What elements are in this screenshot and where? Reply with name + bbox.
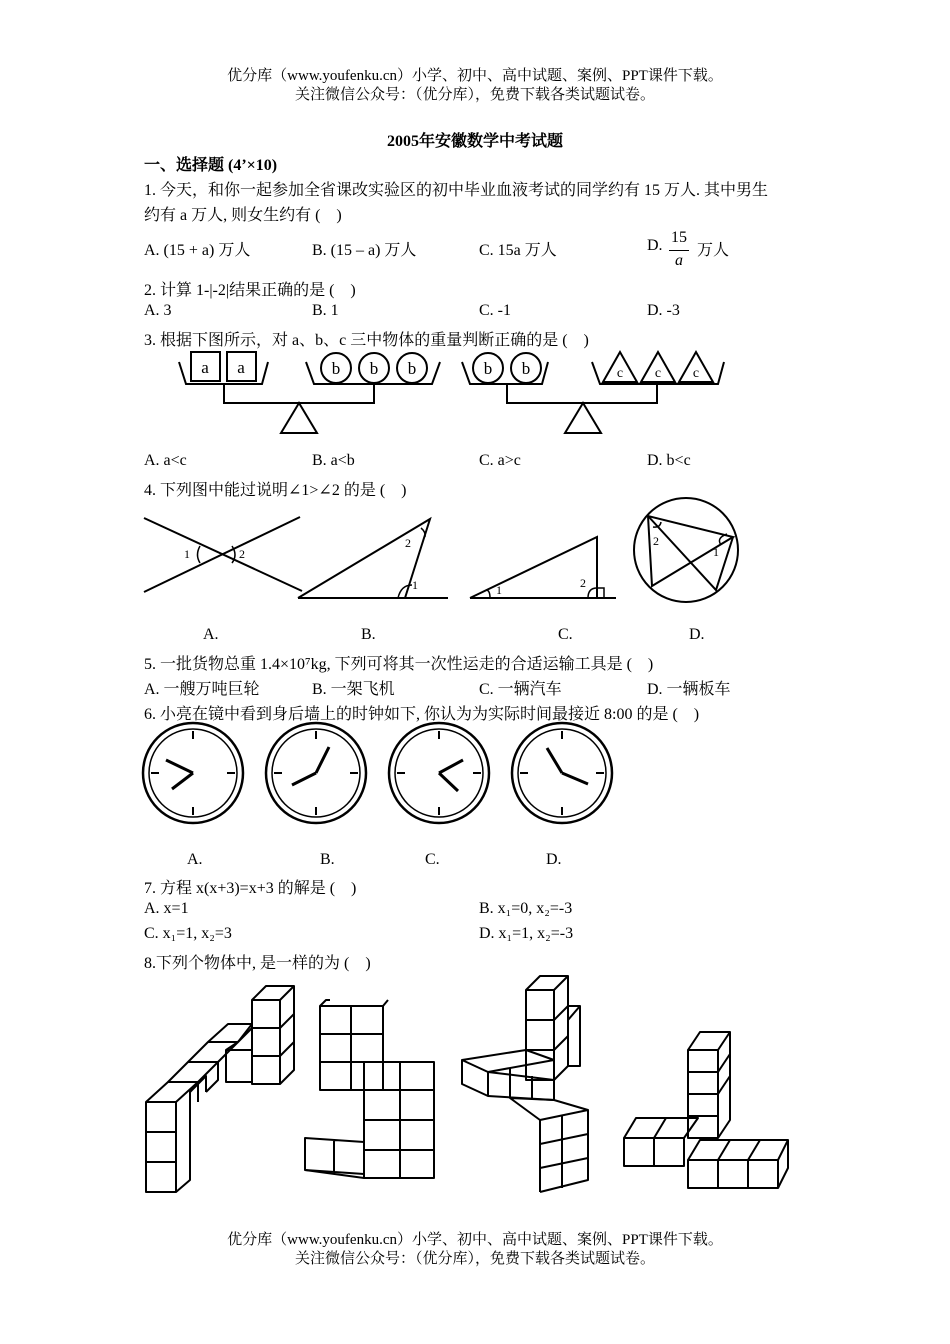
q1-option-d-numerator: 15 [671,229,687,246]
angle-label-1: 1 [713,545,719,559]
q2-option-b: B. 1 [312,302,339,319]
angle-label-2: 2 [580,576,586,590]
q1-option-d-denominator: a [675,252,683,269]
q1-text-line1: 1. 今天，和你一起参加全省课改实验区的初中毕业血液考试的同学约有 15 万人. 其中男生 [144,182,769,199]
q7-option-c: C. x₁=1, x₂=3 [144,925,232,942]
q1-option-b: B. (15 – a) 万人 [312,242,417,259]
q7-option-a: A. x=1 [144,900,189,917]
q3-option-c: C. a>c [479,452,521,469]
angle-label-1: 1 [184,547,190,561]
label-b: b [483,359,493,378]
q3-option-a: A. a<c [144,452,187,469]
footer-line-1: 优分库（www.youfenku.cn）小学、初中、高中试题、案例、PPT课件下载。 [227,1232,723,1248]
q5-text: 5. 一批货物总重 1.4×10⁷kg, 下列可将其一次性运走的合适运输工具是 ( ) [144,656,654,673]
section-heading: 一、选择题 (4’×10) [144,157,278,174]
q6-option-a: A. [187,851,203,868]
header-line-1: 优分库（www.youfenku.cn）小学、初中、高中试题、案例、PPT课件下载。 [227,68,723,84]
q3-text: 3. 根据下图所示，对 a、b、c 三中物体的重量判断正确的是 ( ) [144,332,589,349]
cube-object-1 [146,986,294,1192]
q8-text: 8.下列个物体中, 是一样的为 ( ) [144,955,371,972]
q1-text-line2: 约有 a 万人, 则女生约有 ( ) [144,207,342,224]
q5-option-b: B. 一架飞机 [312,681,395,698]
cube-object-3 [462,976,588,1192]
q3-option-d: D. b<c [647,452,691,469]
label-c: c [616,366,624,381]
q5-option-a: A. 一艘万吨巨轮 [144,681,260,698]
q2-option-c: C. -1 [479,302,511,319]
q4-option-c: C. [558,626,573,643]
q2-text: 2. 计算 1-|-2|结果正确的是 ( ) [144,282,356,299]
q2-option-d: D. -3 [647,302,680,319]
q5-option-c: C. 一辆汽车 [479,681,562,698]
angle-label-2: 2 [653,534,659,548]
q7-option-d: D. x₁=1, x₂=-3 [479,925,574,942]
angle-label-2: 2 [239,547,245,561]
label-c: c [692,366,700,381]
page-title: 2005年安徽数学中考试题 [386,133,563,150]
footer-line-2: 关注微信公众号：（优分库），免费下载各类试题试卷。 [294,1251,655,1267]
q1-option-d-prefix: D. [647,237,663,254]
q4-option-b: B. [361,626,376,643]
q2-option-a: A. 3 [144,302,172,319]
angle-label-2: 2 [405,536,411,550]
cube-object-4 [624,1032,788,1188]
label-b: b [407,359,417,378]
q6-option-d: D. [546,851,562,868]
q3-option-b: B. a<b [312,452,355,469]
label-c: c [654,366,662,381]
q1-option-c: C. 15a 万人 [479,242,557,259]
q4-text: 4. 下列图中能过说明∠1>∠2 的是 ( ) [144,482,407,499]
q6-option-c: C. [425,851,440,868]
label-b: b [369,359,379,378]
q1-option-d-suffix: 万人 [697,242,730,259]
cube-object-2 [305,1000,434,1178]
label-b: b [331,359,341,378]
label-b: b [521,359,531,378]
angle-label-1: 1 [496,583,502,597]
q4-option-d: D. [689,626,705,643]
label-a: a [201,358,209,377]
q4-option-a: A. [203,626,219,643]
q1-option-a: A. (15 + a) 万人 [144,242,251,259]
q7-option-b: B. x₁=0, x₂=-3 [479,900,573,917]
q6-option-b: B. [320,851,335,868]
label-a: a [237,358,245,377]
angle-label-1: 1 [412,578,418,592]
q7-text: 7. 方程 x(x+3)=x+3 的解是 ( ) [144,880,357,897]
q6-text: 6. 小亮在镜中看到身后墙上的时钟如下, 你认为为实际时间最接近 8:00 的是 ( ) [144,706,700,723]
q5-option-d: D. 一辆板车 [647,681,731,698]
header-line-2: 关注微信公众号：（优分库），免费下载各类试题试卷。 [294,87,655,103]
